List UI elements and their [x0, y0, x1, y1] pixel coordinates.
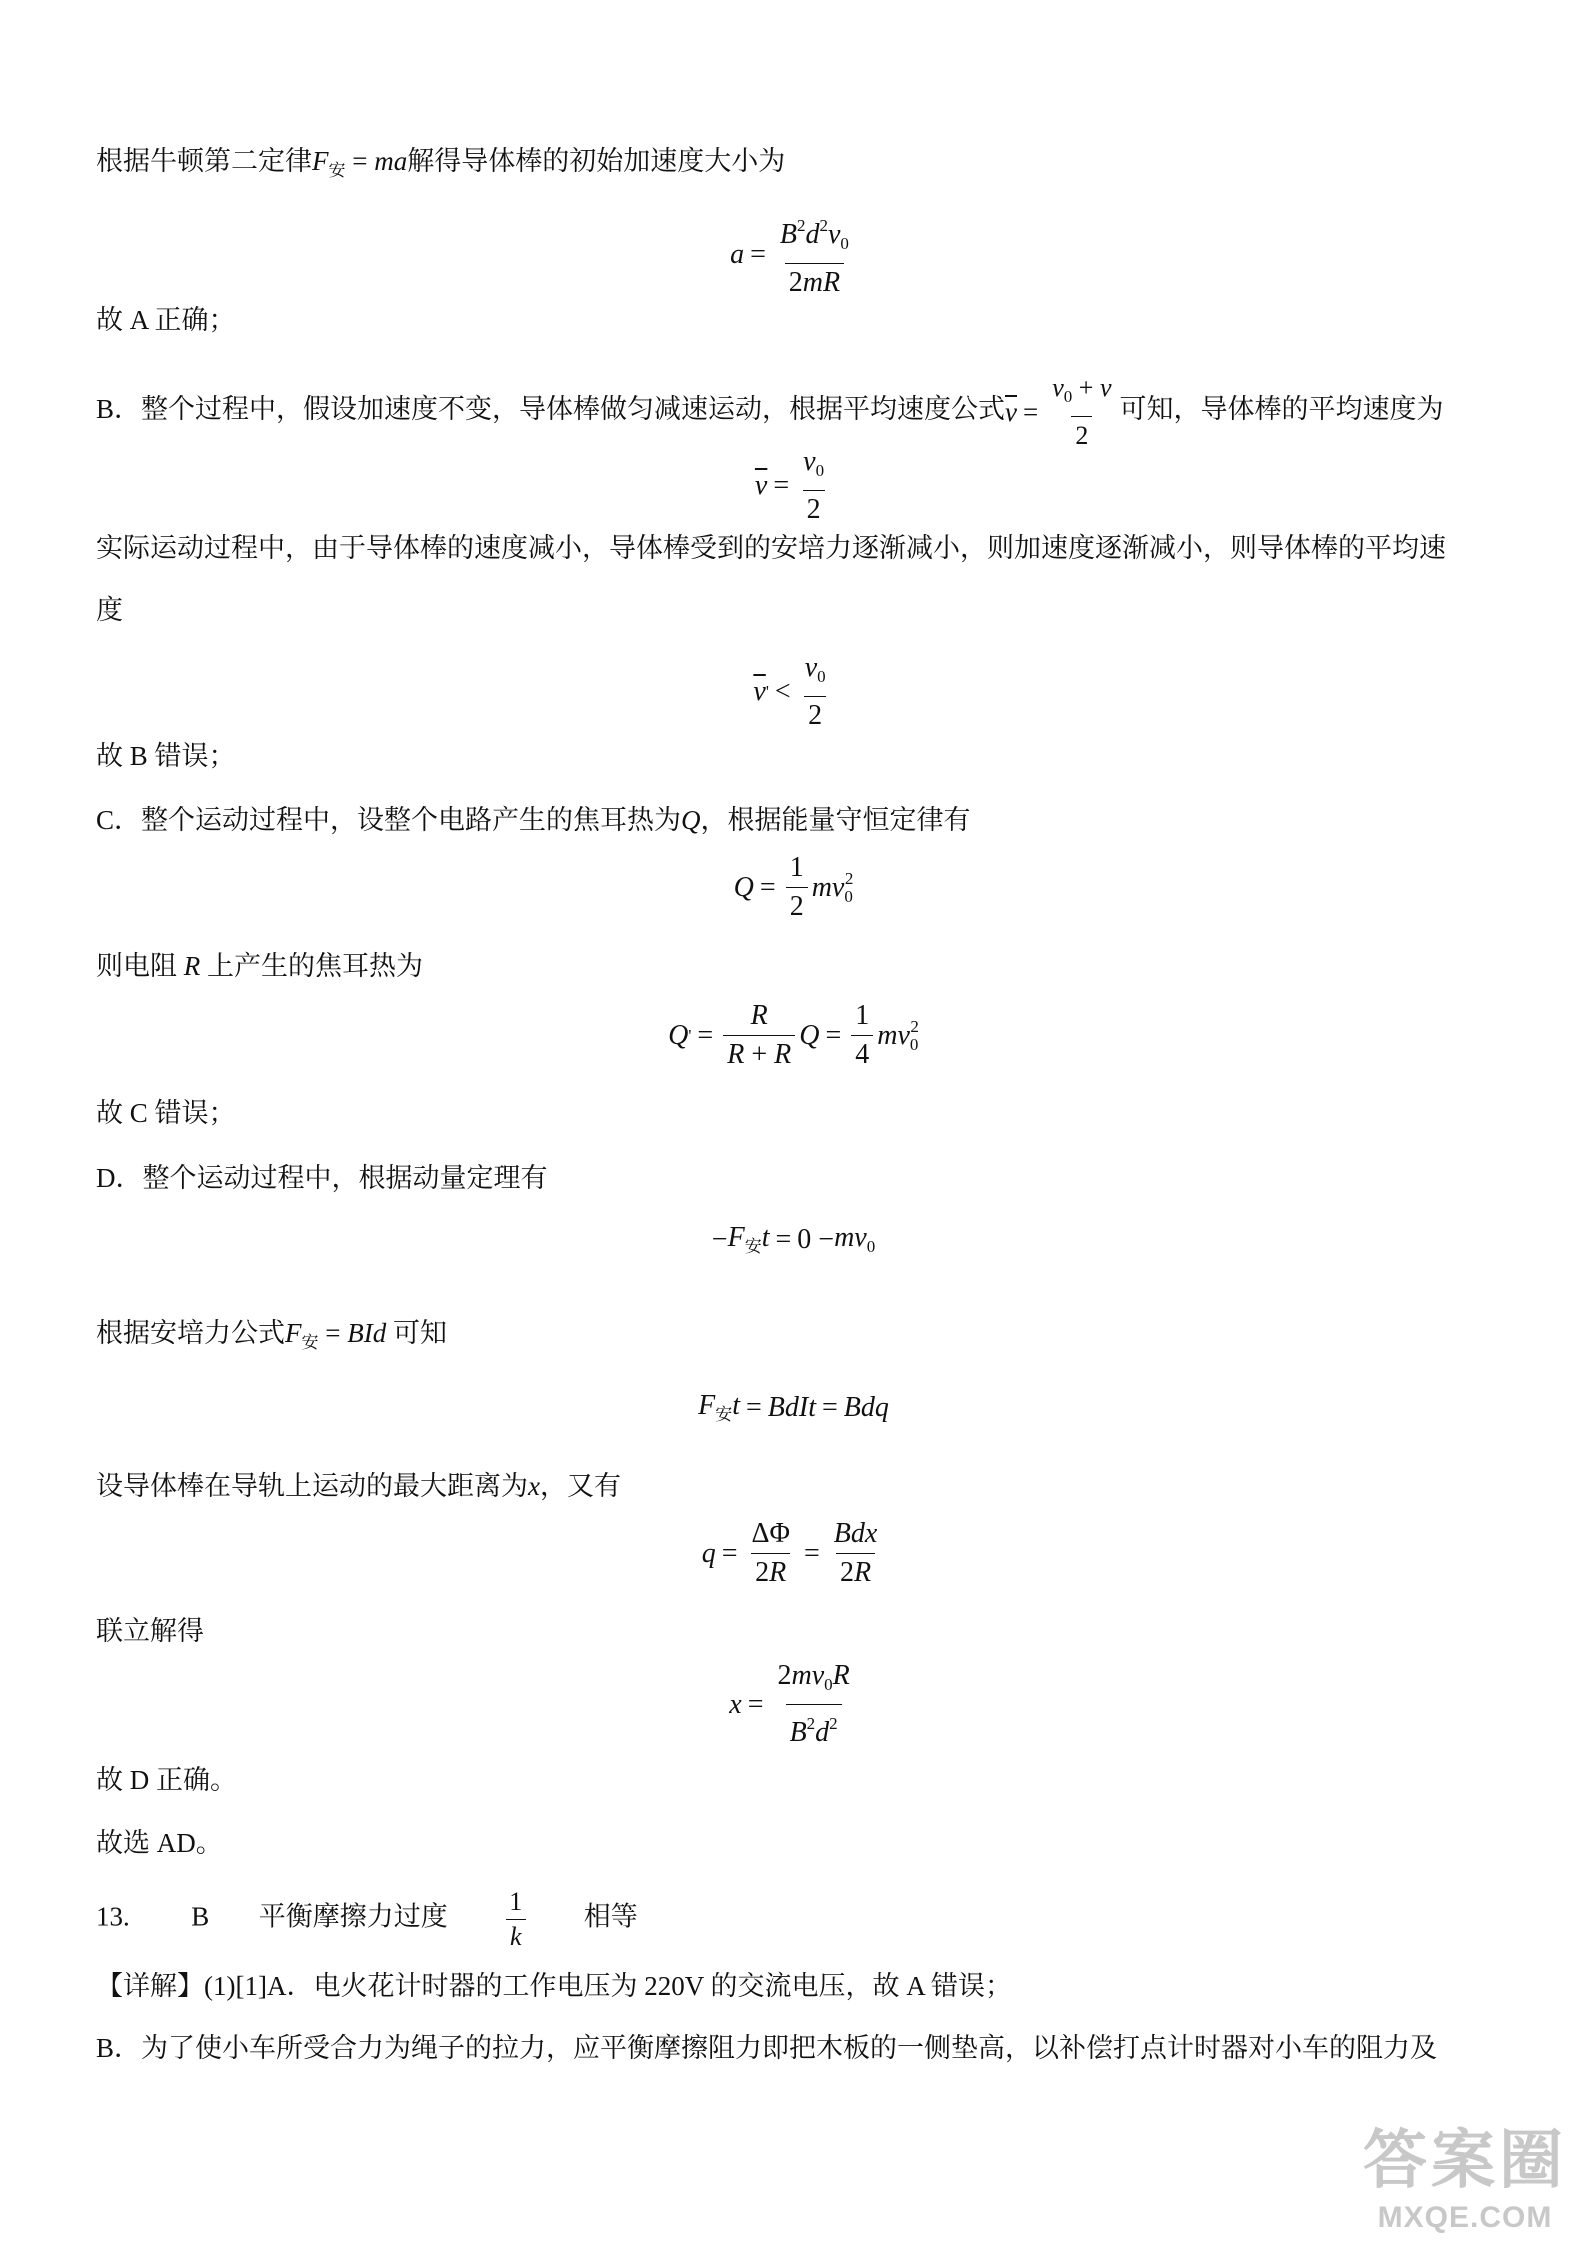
text-line: 度 — [96, 595, 123, 625]
equation-acceleration: a = $\frac{B^2d^2v_0}{2mR}$ — [730, 216, 849, 298]
formula-inline: $F_安$ = ma — [312, 146, 408, 180]
text-line: 故 C 错误； — [96, 1098, 236, 1128]
equation-actual-velocity: $\overline{v}$ ' < $\frac{v_0}{2}$ — [753, 652, 826, 731]
text-line: D．整个运动过程中，根据动量定理有 — [96, 1163, 548, 1193]
equation-impulse: $F_安t$ = BdIt = Bdq — [698, 1390, 889, 1424]
text-line: B．为了使小车所受合力为绳子的拉力，应平衡摩擦阻力即把木板的一侧垫高，以补偿打点计时器对小车的阻力及 — [96, 2033, 1438, 2063]
text-line: 联立解得 — [96, 1616, 204, 1646]
text-line: 故选 AD。 — [96, 1828, 223, 1858]
text-line: 故 A 正确； — [96, 305, 236, 335]
watermark-logo: 答案圈 MXQE.COM — [1363, 2124, 1567, 2234]
equation-charge: q = $\frac{\Delta\Phi}{2R}$ = $\frac{\text{Bdx}}{2R}$ — [701, 1518, 878, 1588]
equation-momentum: − $F_安t$ = 0 − $mv_0$ — [711, 1222, 876, 1256]
text-line: 故 B 错误； — [96, 741, 236, 771]
text-line: 故 D 正确。 — [96, 1765, 237, 1795]
text-line: 根据牛顿第二定律$F_安$ = ma解得导体棒的初始加速度大小为 — [96, 146, 786, 180]
equation-heat-total: Q = $\frac{1}{2}$ $mv_0^2$ — [733, 852, 854, 922]
text-line: C．整个运动过程中，设整个电路产生的焦耳热为Q，根据能量守恒定律有 — [96, 805, 971, 835]
text-line: 设导体棒在导轨上运动的最大距离为x，又有 — [96, 1471, 621, 1501]
equation-heat-resistor: Q ' = $\frac{R}{R + R}$ Q = $\frac{1}{4}$ $mv_0^2$ — [668, 1000, 919, 1070]
equation-average-velocity: $\overline{v}$ = $\frac{v_0}{2}$ — [754, 446, 825, 525]
text-line: 实际运动过程中，由于导体棒的速度减小，导体棒受到的安培力逐渐减小，则加速度逐渐减小，则导体棒的平均速 — [96, 533, 1446, 563]
answer-row-13: 13. B 平衡摩擦力过度 $\frac{1}{k}$ 相等 — [96, 1887, 638, 1951]
text-line: 则电阻 R 上产生的焦耳热为 — [96, 951, 423, 981]
text-line: 【详解】(1)[1]A．电火花计时器的工作电压为 220V 的交流电压，故 A 错误； — [96, 1971, 1012, 2001]
text-line: 根据安培力公式$F_安$ = BId 可知 — [96, 1318, 447, 1352]
equation-distance: x = $\frac{2mv_0R}{B^2d^2}$ — [729, 1660, 850, 1748]
text-line: B．整个过程中，假设加速度不变，导体棒做匀减速运动，根据平均速度公式 $\overline{v}$ = $\frac{v_0 + v}{2}$ 可知，导体棒的平均速度为 — [96, 373, 1444, 450]
